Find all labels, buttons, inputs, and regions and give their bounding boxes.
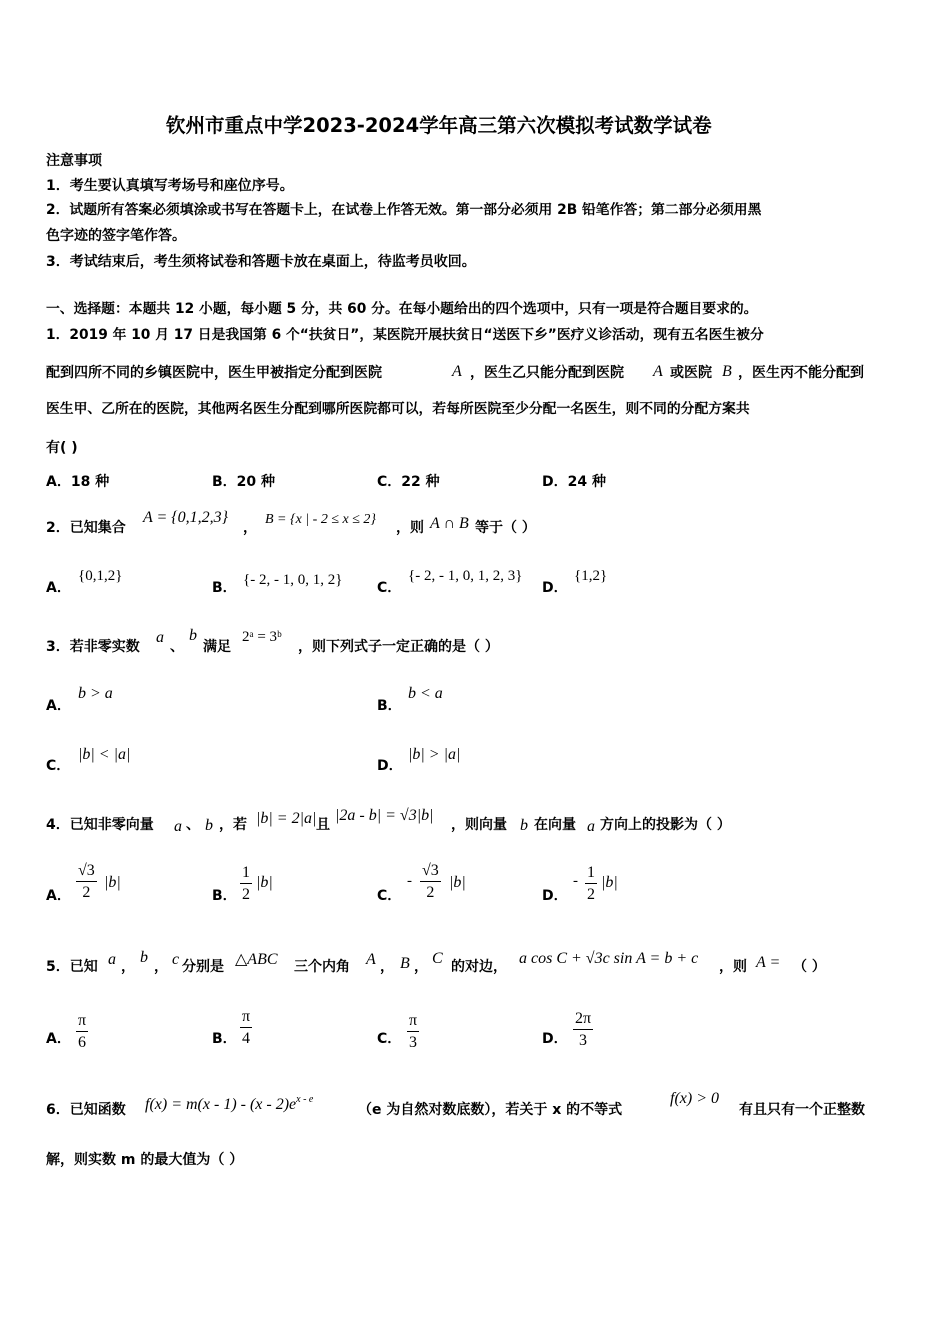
notice-item-2: 2．试题所有答案必须填涂或书写在答题卡上，在试卷上作答无效。第一部分必须用 2B 铅笔作答；第二部分必须用黑 (46, 202, 762, 218)
q2-option-c-label: C． (377, 580, 402, 596)
q4-option-d-sign: - (573, 873, 578, 889)
q5-side-c: c (172, 951, 180, 968)
q5-comma-4: ， (414, 959, 428, 975)
q3-var-a: a (156, 629, 164, 646)
q5-stem-6: （ ） (793, 959, 826, 975)
q4-vec-b2: b (520, 817, 528, 834)
q5-stem-4: 的对边， (451, 959, 507, 975)
q2-option-b-value: {- 2, - 1, 0, 1, 2} (243, 572, 343, 588)
q1-line-2: 配到四所不同的乡镇医院中，医生甲被指定分配到医院 (46, 365, 382, 381)
q2-option-a-label: A． (46, 580, 71, 596)
q4-condition-2: |2a - b| = √3|b| (335, 807, 434, 824)
q2-intersection: A ∩ B (430, 515, 469, 532)
q5-option-c-fraction (407, 1012, 419, 1051)
q5-comma-2: ， (154, 959, 168, 975)
q2-comma: ， (243, 520, 257, 536)
q5-option-d-den: 3 (579, 1031, 588, 1049)
q4-option-b-den: 2 (242, 885, 250, 903)
q4-option-c-sign: - (407, 873, 412, 889)
page-title: 钦州市重点中学2023-2024学年高三第六次模拟考试数学试卷 (166, 114, 712, 137)
q5-option-a-num: π (76, 1012, 88, 1032)
q4-option-b-vec: |b| (256, 874, 273, 891)
q4-stem-1: 4．已知非零向量 (46, 817, 154, 833)
q4-option-c-vec: |b| (449, 874, 466, 891)
q1-hospital-a2: A (653, 363, 663, 380)
q5-triangle: △ABC (235, 951, 278, 968)
q4-vec-a: a (174, 818, 182, 835)
q4-and: 且 (316, 817, 330, 833)
notice-item-2-cont: 色字迹的签字笔作答。 (46, 228, 186, 244)
q4-sep: 、 (186, 817, 200, 833)
q2-option-b-label: B． (212, 580, 237, 596)
q5-side-a: a (108, 951, 116, 968)
q4-option-c-fraction (420, 862, 441, 901)
q5-option-d-num: 2π (573, 1010, 593, 1030)
q5-comma-1: ， (121, 959, 135, 975)
q5-stem-5: ，则 (719, 959, 747, 975)
q4-option-a-fraction (76, 862, 97, 901)
q3-option-b-value: b < a (408, 685, 443, 702)
q1-line-2c: 或医院 (670, 365, 712, 381)
q5-option-b-den: 4 (242, 1029, 251, 1047)
q5-option-d-fraction (573, 1010, 593, 1049)
q5-ask: A = (756, 954, 781, 971)
q4-option-c-den: 2 (426, 883, 435, 901)
q6-stem-3: 有且只有一个正整数 (739, 1102, 865, 1118)
q3-option-b-label: B． (377, 698, 402, 714)
q1-line-2d: ，医生丙不能分配到 (738, 365, 864, 381)
q4-option-b-num: 1 (240, 864, 252, 884)
q4-option-d-label: D． (542, 888, 568, 904)
q4-stem-4: 在向量 (534, 817, 576, 833)
q2-set-b: B = {x | - 2 ≤ x ≤ 2} (265, 512, 377, 527)
q2-option-d-label: D． (542, 580, 568, 596)
q2-option-a-value: {0,1,2} (78, 568, 123, 584)
q5-option-b-fraction (240, 1008, 252, 1047)
q5-side-b: b (140, 949, 148, 966)
q5-comma-3: ， (380, 959, 394, 975)
q2-stem-1: 2．已知集合 (46, 520, 126, 536)
q6-line-2: 解，则实数 m 的最大值为（ ） (46, 1152, 244, 1168)
q5-option-a-fraction (76, 1012, 88, 1051)
q3-condition: 2ᵃ = 3ᵇ (242, 629, 282, 645)
notice-item-1: 1．考生要认真填写考场号和座位序号。 (46, 178, 294, 194)
q5-angle-a: A (366, 951, 376, 968)
q2-option-d-value: {1,2} (574, 568, 608, 584)
notice-item-3: 3．考试结束后，考生须将试卷和答题卡放在桌面上，待监考员收回。 (46, 254, 476, 270)
q6-function (145, 1095, 313, 1113)
q5-option-b-num: π (240, 1008, 252, 1028)
q6-function-exponent: x - e (296, 1094, 314, 1105)
q2-set-a: A = {0,1,2,3} (143, 509, 229, 526)
q1-option-d: D．24 种 (542, 474, 606, 490)
q3-option-d-label: D． (377, 758, 403, 774)
q4-option-a-num: √3 (76, 862, 97, 882)
q1-line-3: 医生甲、乙所在的医院，其他两名医生分配到哪所医院都可以，若每所医院至少分配一名医生，则不同的分配方案共 (46, 401, 750, 417)
q1-option-b: B．20 种 (212, 474, 276, 490)
q5-stem-1: 5．已知 (46, 959, 98, 975)
q2-stem-2: ，则 (396, 520, 424, 536)
q1-option-c: C．22 种 (377, 474, 440, 490)
q4-stem-3: ，则向量 (451, 817, 507, 833)
q5-option-c-den: 3 (409, 1033, 418, 1051)
q3-stem-1: 3．若非零实数 (46, 639, 140, 655)
q1-line-1: 1．2019 年 10 月 17 日是我国第 6 个“扶贫日”，某医院开展扶贫日“送医下乡”医疗义诊活动，现有五名医生被分 (46, 327, 764, 343)
q5-option-b-label: B． (212, 1031, 237, 1047)
q1-line-2b: ，医生乙只能分配到医院 (470, 365, 624, 381)
q4-option-d-vec: |b| (601, 874, 618, 891)
q2-option-c-value: {- 2, - 1, 0, 1, 2, 3} (408, 568, 523, 584)
q1-line-4: 有( ) (46, 440, 78, 456)
q1-option-a: A．18 种 (46, 474, 110, 490)
q4-option-b-label: B． (212, 888, 237, 904)
q5-stem-2: 分别是 (182, 959, 224, 975)
q5-stem-3: 三个内角 (294, 959, 350, 975)
q5-option-c-num: π (407, 1012, 419, 1032)
q3-option-a-label: A． (46, 698, 71, 714)
q4-option-a-vec: |b| (104, 874, 121, 891)
q5-angle-c: C (432, 950, 443, 967)
q5-equation: a cos C + √3c sin A = b + c (519, 950, 699, 967)
q1-hospital-a: A (452, 363, 462, 380)
q5-angle-b: B (400, 955, 410, 972)
q3-stem-2: 满足 (203, 639, 231, 655)
q4-condition-1: |b| = 2|a| (256, 810, 317, 827)
q3-var-b: b (189, 627, 197, 644)
section-heading: 一、选择题：本题共 12 小题，每小题 5 分，共 60 分。在每小题给出的四个选项中，只有一项是符合题目要求的。 (46, 301, 758, 317)
q6-stem-2: （e 为自然对数底数），若关于 x 的不等式 (358, 1102, 623, 1118)
q4-stem-2: ，若 (219, 817, 247, 833)
q5-option-a-den: 6 (78, 1033, 87, 1051)
q3-sep: 、 (170, 639, 184, 655)
q4-stem-5: 方向上的投影为（ ） (600, 817, 731, 833)
q3-stem-3: ，则下列式子一定正确的是（ ） (298, 639, 499, 655)
q3-option-d-value: |b| > |a| (408, 746, 461, 763)
notice-heading: 注意事项 (46, 153, 102, 169)
q4-option-d-num: 1 (585, 864, 597, 884)
q4-vec-a2: a (587, 818, 595, 835)
q1-hospital-b: B (722, 363, 732, 380)
q4-option-a-label: A． (46, 888, 71, 904)
q6-stem-1: 6．已知函数 (46, 1102, 126, 1118)
q4-option-d-den: 2 (587, 885, 595, 903)
q4-option-a-den: 2 (82, 883, 91, 901)
q5-option-c-label: C． (377, 1031, 402, 1047)
q3-option-a-value: b > a (78, 685, 113, 702)
q6-inequality: f(x) > 0 (670, 1090, 719, 1107)
q6-function-base: f(x) = m(x - 1) - (x - 2)e (145, 1096, 297, 1113)
q4-option-c-num: √3 (420, 862, 441, 882)
q4-vec-b: b (205, 817, 213, 834)
q3-option-c-value: |b| < |a| (78, 746, 131, 763)
q5-option-a-label: A． (46, 1031, 71, 1047)
q4-option-c-label: C． (377, 888, 402, 904)
q2-stem-3: 等于（ ） (475, 520, 536, 536)
q5-option-d-label: D． (542, 1031, 568, 1047)
q4-option-b-fraction (240, 864, 252, 903)
q4-option-d-fraction (585, 864, 597, 903)
q3-option-c-label: C． (46, 758, 71, 774)
